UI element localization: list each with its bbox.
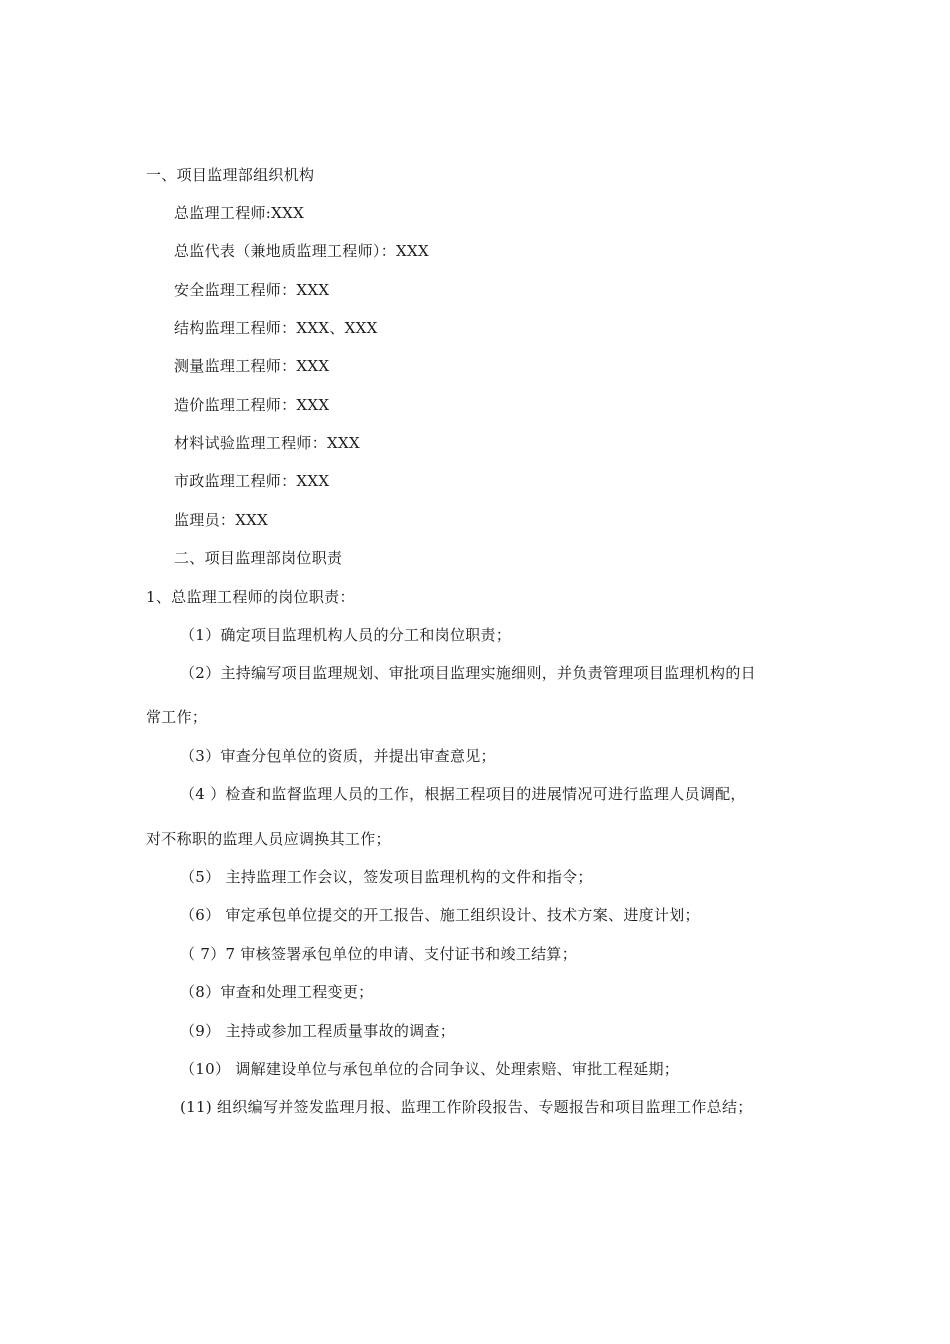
staff-municipal-engineer: 市政监理工程师：XXX xyxy=(174,472,330,490)
duty-item: （5） 主持监理工作会议，签发项目监理机构的文件和指令； xyxy=(180,868,593,886)
duty-item: （4 ）检查和监督监理人员的工作，根据工程项目的进展情况可进行监理人员调配， xyxy=(180,785,746,803)
duty-item: （1）确定项目监理机构人员的分工和岗位职责； xyxy=(180,626,512,644)
duty-item-continuation: 常工作； xyxy=(146,708,208,726)
duty-item: （9） 主持或参加工程质量事故的调查； xyxy=(180,1022,456,1040)
staff-chief-supervisor: 总监理工程师:XXX xyxy=(174,204,305,222)
duty-item: （10） 调解建设单位与承包单位的合同争议、处理索赔、审批工程延期； xyxy=(180,1060,680,1078)
staff-materials-engineer: 材料试验监理工程师：XXX xyxy=(174,434,360,452)
duty-item: （3）审查分包单位的资质，并提出审查意见； xyxy=(180,747,496,765)
section-heading-responsibilities: 二、项目监理部岗位职责 xyxy=(174,549,343,567)
staff-safety-engineer: 安全监理工程师：XXX xyxy=(174,281,330,299)
subheading-chief-duties: 1、总监理工程师的岗位职责： xyxy=(146,588,355,606)
staff-structural-engineer: 结构监理工程师：XXX、XXX xyxy=(174,319,378,337)
duty-item: (11) 组织编写并签发监理月报、监理工作阶段报告、专题报告和项目监理工作总结； xyxy=(180,1098,753,1116)
duty-item: （6） 审定承包单位提交的开工报告、施工组织设计、技术方案、进度计划； xyxy=(180,906,700,924)
staff-survey-engineer: 测量监理工程师：XXX xyxy=(174,357,330,375)
staff-chief-representative: 总监代表（兼地质监理工程师）：XXX xyxy=(174,242,429,260)
section-heading-organization: 一、项目监理部组织机构 xyxy=(146,166,315,184)
duty-item: （ 7）7 审核签署承包单位的申请、支付证书和竣工结算； xyxy=(180,945,578,963)
staff-cost-engineer: 造价监理工程师：XXX xyxy=(174,396,330,414)
duty-item: （2）主持编写项目监理规划、审批项目监理实施细则，并负责管理项目监理机构的日 xyxy=(180,664,756,682)
staff-supervisor: 监理员：XXX xyxy=(174,511,269,529)
duty-item: （8）审查和处理工程变更； xyxy=(180,983,374,1001)
duty-item-continuation: 对不称职的监理人员应调换其工作； xyxy=(146,830,391,848)
